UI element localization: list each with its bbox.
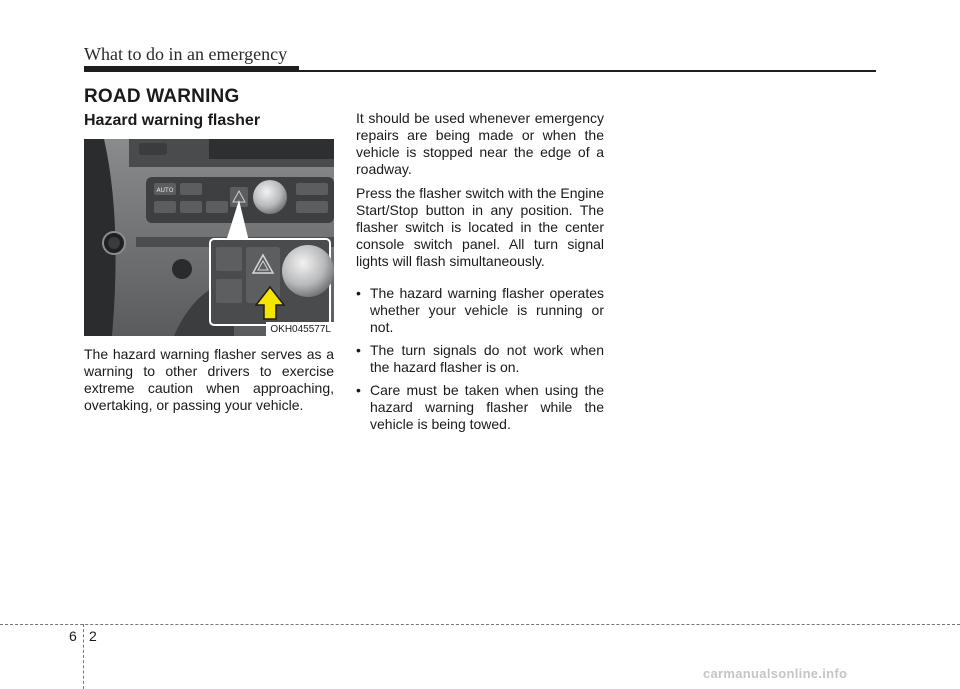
hazard-description: The hazard warning flasher serves as a warning to other drivers to exercise extreme caution when approaching, overtaking, or passing your vehicle. — [84, 346, 334, 413]
page-number: 2 — [89, 628, 97, 644]
header-rule-thin — [84, 70, 876, 72]
footer-divider — [0, 624, 960, 625]
subsection-title: Hazard warning flasher — [84, 112, 261, 129]
figure-button-label: AUTO — [156, 187, 174, 194]
list-item — [356, 285, 604, 336]
figure-code: OKH045577L — [266, 322, 334, 336]
bullet-icon: • — [356, 382, 361, 398]
notes-list — [356, 285, 604, 433]
chapter-number: 6 — [69, 628, 77, 644]
hazard-switch-figure — [84, 139, 334, 336]
footer-vertical-divider — [83, 624, 84, 689]
bullet-icon: • — [356, 285, 361, 301]
header-title: What to do in an emergency — [84, 44, 288, 64]
section-title: ROAD WARNING — [84, 86, 240, 107]
usage-paragraph: It should be used whenever emergency repairs are being made or when the vehicle is stopped near the edge of a roadway. — [356, 110, 604, 177]
bullet-icon: • — [356, 342, 361, 358]
dashboard-illustration — [84, 139, 334, 336]
list-item — [356, 382, 604, 433]
watermark: carmanualsonline.info — [703, 666, 848, 681]
right-column — [356, 110, 604, 439]
switch-location-paragraph: Press the flasher switch with the Engine Start/Stop button in any position. The flasher switch is located in the center console switch panel. All turn signal lights will flash simultaneously. — [356, 185, 604, 269]
bullet-text: Care must be taken when using the hazard warning flasher while the vehicle is being towed. — [370, 382, 604, 432]
list-item — [356, 342, 604, 376]
bullet-text: The turn signals do not work when the hazard flasher is on. — [370, 342, 604, 375]
bullet-text: The hazard warning flasher operates whether your vehicle is running or not. — [370, 285, 604, 335]
